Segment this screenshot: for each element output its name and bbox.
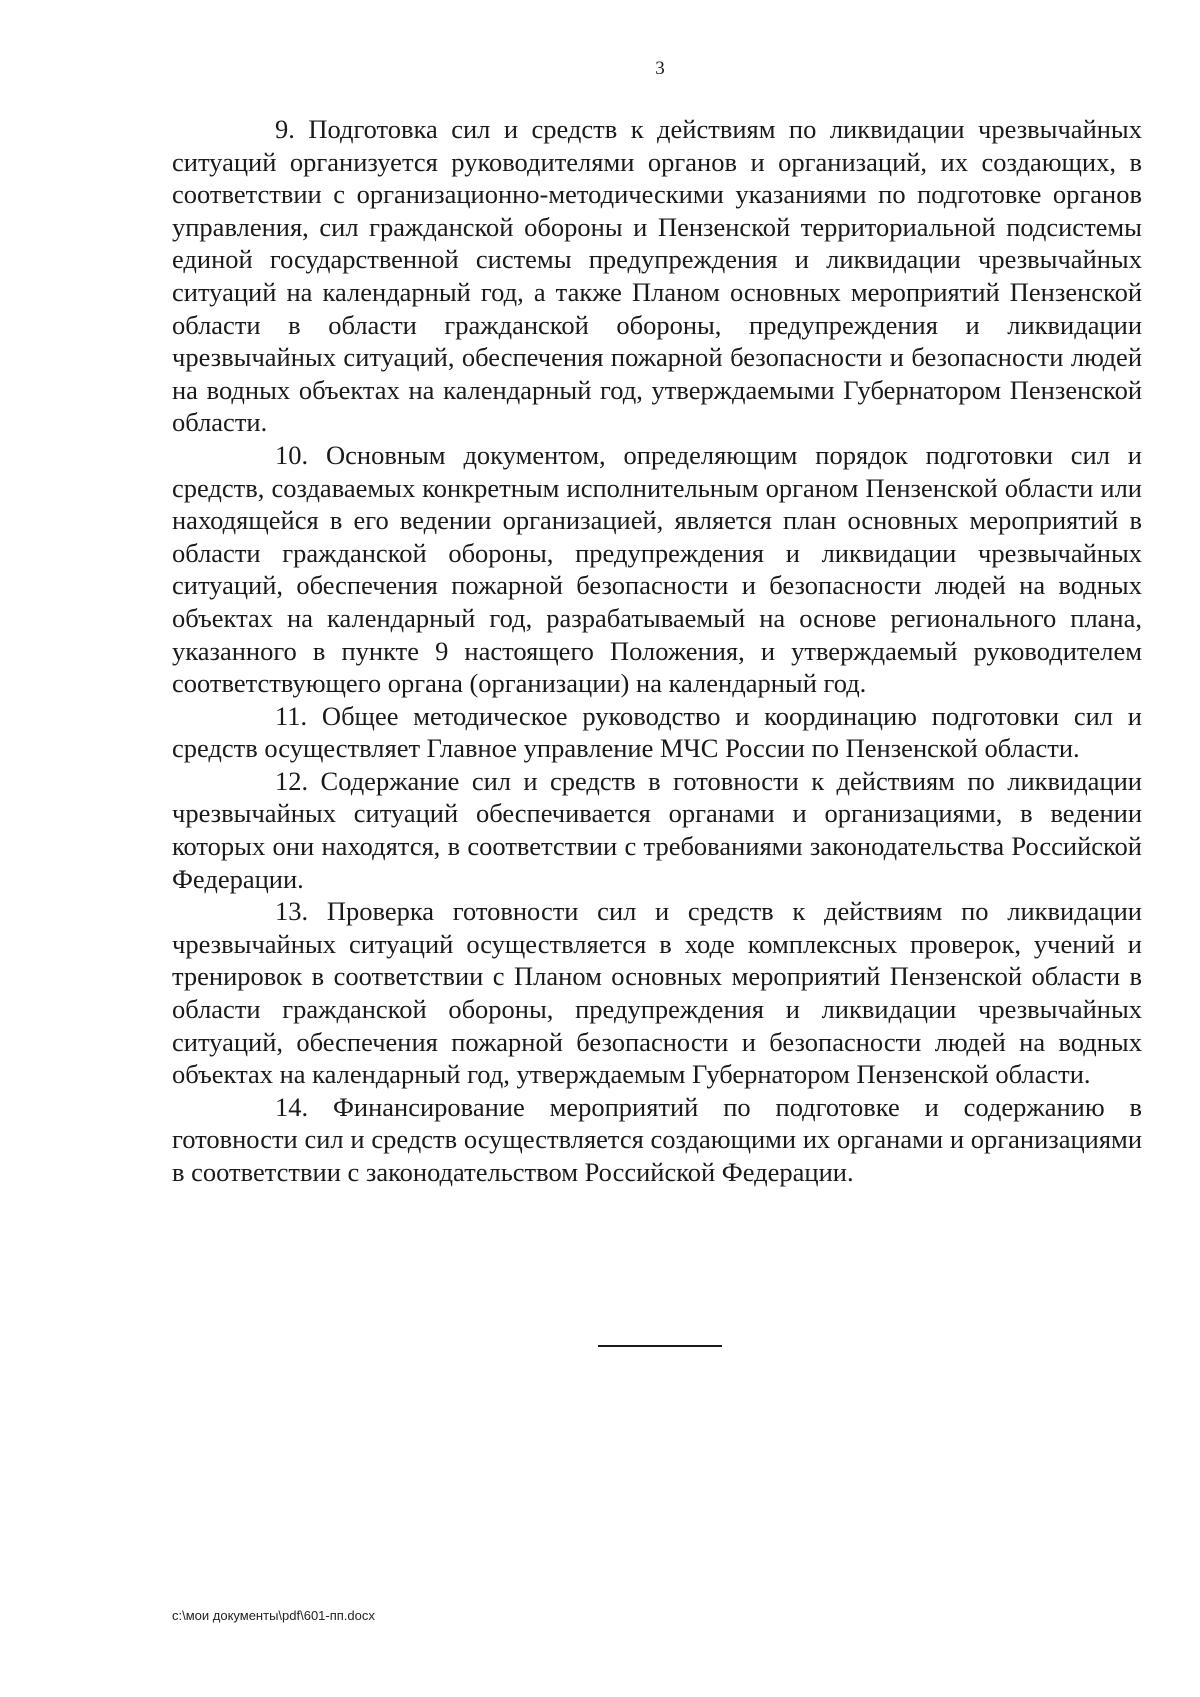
- footer-file-path: c:\мои документы\pdf\601-пп.docx: [172, 1608, 375, 1623]
- paragraph-item-10: 10. Основным документом, определяющим порядок подготовки сил и средств, создаваемых конкретным исполнительным органом Пензенской области или находящейся в его ведении организацией, является план основных мероприятий в области гражданской обороны, предупреждения и ликвидации чрезвычайных ситуаций, обеспечения пожарной безопасности и безопасности людей на водных объектах на календарный год, разрабатываемый на основе регионального плана, указанного в пункте 9 настоящего Положения, и утверждаемый руководителем соответствующего органа (организации) на календарный год.: [172, 439, 1142, 699]
- page-number: 3: [655, 58, 665, 79]
- end-of-document-rule: [598, 1345, 722, 1347]
- paragraph-item-14: 14. Финансирование мероприятий по подготовке и содержанию в готовности сил и средств осуществляется создающими их органами и организациями в соответствии с законодательством Российской Федерации.: [172, 1091, 1142, 1187]
- paragraph-item-13: 13. Проверка готовности сил и средств к действиям по ликвидации чрезвычайных ситуаций осуществляется в ходе комплексных проверок, учений и тренировок в соответствии с Планом основных мероприятий Пензенской области в области гражданской обороны, предупреждения и ликвидации чрезвычайных ситуаций, обеспечения пожарной безопасности и безопасности людей на водных объектах на календарный год, утверждаемым Губернатором Пензенской области.: [172, 896, 1142, 1090]
- paragraph-item-9: 9. Подготовка сил и средств к действиям по ликвидации чрезвычайных ситуаций организуется руководителями органов и организаций, их создающих, в соответствии с организационно-методическими указаниями по подготовке органов управления, сил гражданской обороны и Пензенской территориальной подсистемы единой государственной системы предупреждения и ликвидации чрезвычайных ситуаций на календарный год, а также Планом основных мероприятий Пензенской области в области гражданской обороны, предупреждения и ликвидации чрезвычайных ситуаций, обеспечения пожарной безопасности и безопасности людей на водных объектах на календарный год, утверждаемыми Губернатором Пензенской области.: [172, 114, 1142, 438]
- paragraph-item-11: 11. Общее методическое руководство и координацию подготовки сил и средств осуществляет Главное управление МЧС России по Пензенской области.: [172, 700, 1142, 764]
- paragraph-item-12: 12. Содержание сил и средств в готовности к действиям по ликвидации чрезвычайных ситуаций обеспечивается органами и организациями, в ведении которых они находятся, в соответствии с требованиями законодательства Российской Федерации.: [172, 765, 1142, 894]
- document-body: [172, 113, 1142, 1189]
